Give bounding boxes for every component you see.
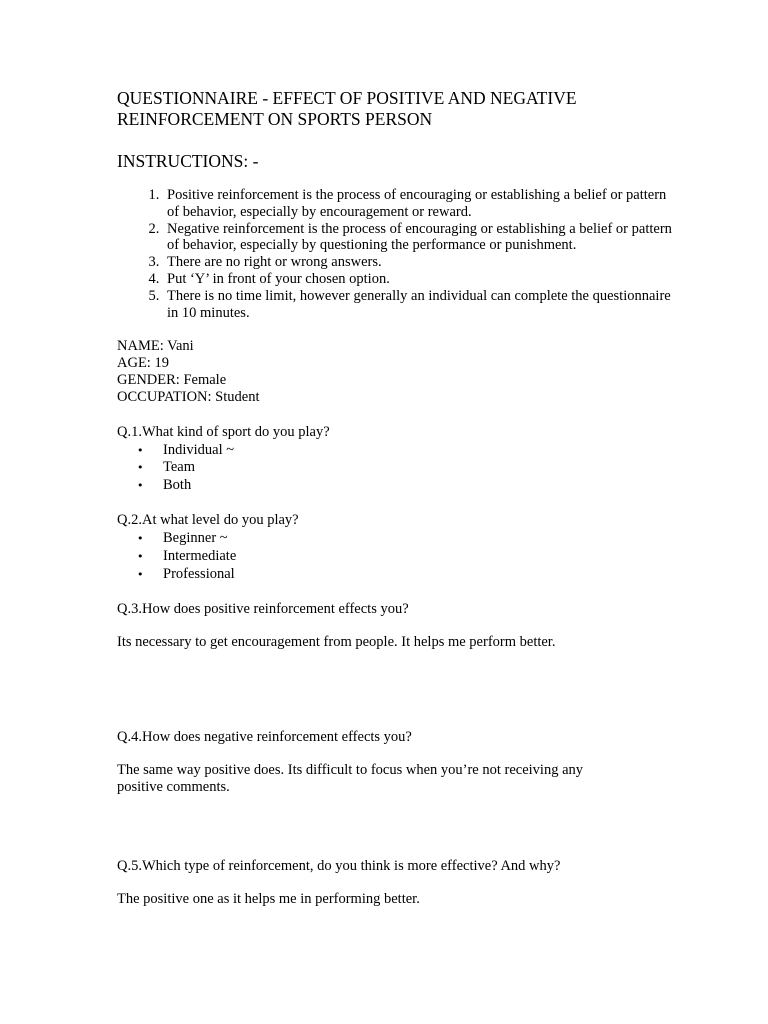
answer-3: Its necessary to get encouragement from people. It helps me perform better. [117,634,556,651]
option-label: Individual ~ [163,441,235,458]
title-line-1: QUESTIONNAIRE - EFFECT OF POSITIVE AND NEGATIVE [117,88,577,108]
bullet-icon: • [137,443,144,457]
option-item [117,566,677,584]
respondent-details [117,338,677,405]
respondent-age: AGE: 19 [117,355,169,372]
bullet-icon: • [137,478,144,492]
bullet-icon: • [137,461,144,475]
spacer [117,796,677,843]
bullet-icon: • [137,549,144,563]
instructions-list [117,187,677,321]
answer-4-line-1: The same way positive does. Its difficult to focus when you’re not receiving any [117,762,584,779]
option-item [117,530,677,548]
option-item [117,442,677,460]
answer-5: The positive one as it helps me in performing better. [117,891,420,908]
bullet-icon: • [137,532,144,546]
respondent-name: NAME: Vani [117,338,194,355]
respondent-gender: GENDER: Female [117,371,227,388]
spacer [117,651,677,714]
question-5: Q.5.Which type of reinforcement, do you think is more effective? And why? [117,858,561,875]
title-line-2: REINFORCEMENT ON SPORTS PERSON [117,109,433,129]
option-item [117,477,677,495]
answer-4 [117,762,677,796]
question-1: Q.1.What kind of sport do you play? [117,423,330,440]
option-label: Professional [163,565,235,582]
question-2: Q.2.At what level do you play? [117,512,299,529]
instruction-item: 1. Positive reinforcement is the process of encouraging or establishing a belief or pattern of behavior, especially by encouragement or reward. [163,187,677,221]
option-label: Both [163,476,192,493]
answer-4-line-2: positive comments. [117,779,230,796]
option-label: Intermediate [163,547,237,564]
instruction-item: 5. There is no time limit, however generally an individual can complete the questionnaire in 10 minutes. [163,288,677,322]
option-item [117,459,677,477]
option-label: Team [163,459,195,476]
instruction-item: 4. Put ‘Y’ in front of your chosen option. [163,271,677,288]
instructions-heading: INSTRUCTIONS: - [117,151,259,171]
questionnaire-page [117,88,677,908]
option-label: Beginner ~ [163,530,228,547]
instruction-item: 3. There are no right or wrong answers. [163,254,677,271]
question-1-options [117,442,677,495]
question-2-options [117,530,677,583]
bullet-icon: • [137,567,144,581]
document-title [117,88,677,130]
instruction-item: 2. Negative reinforcement is the process of encouraging or establishing a belief or pattern of behavior, especially by questioning the performance or punishment. [163,221,677,255]
question-4: Q.4.How does negative reinforcement effects you? [117,729,412,746]
option-item [117,548,677,566]
respondent-occupation: OCCUPATION: Student [117,388,260,405]
question-3: Q.3.How does positive reinforcement effects you? [117,601,409,618]
